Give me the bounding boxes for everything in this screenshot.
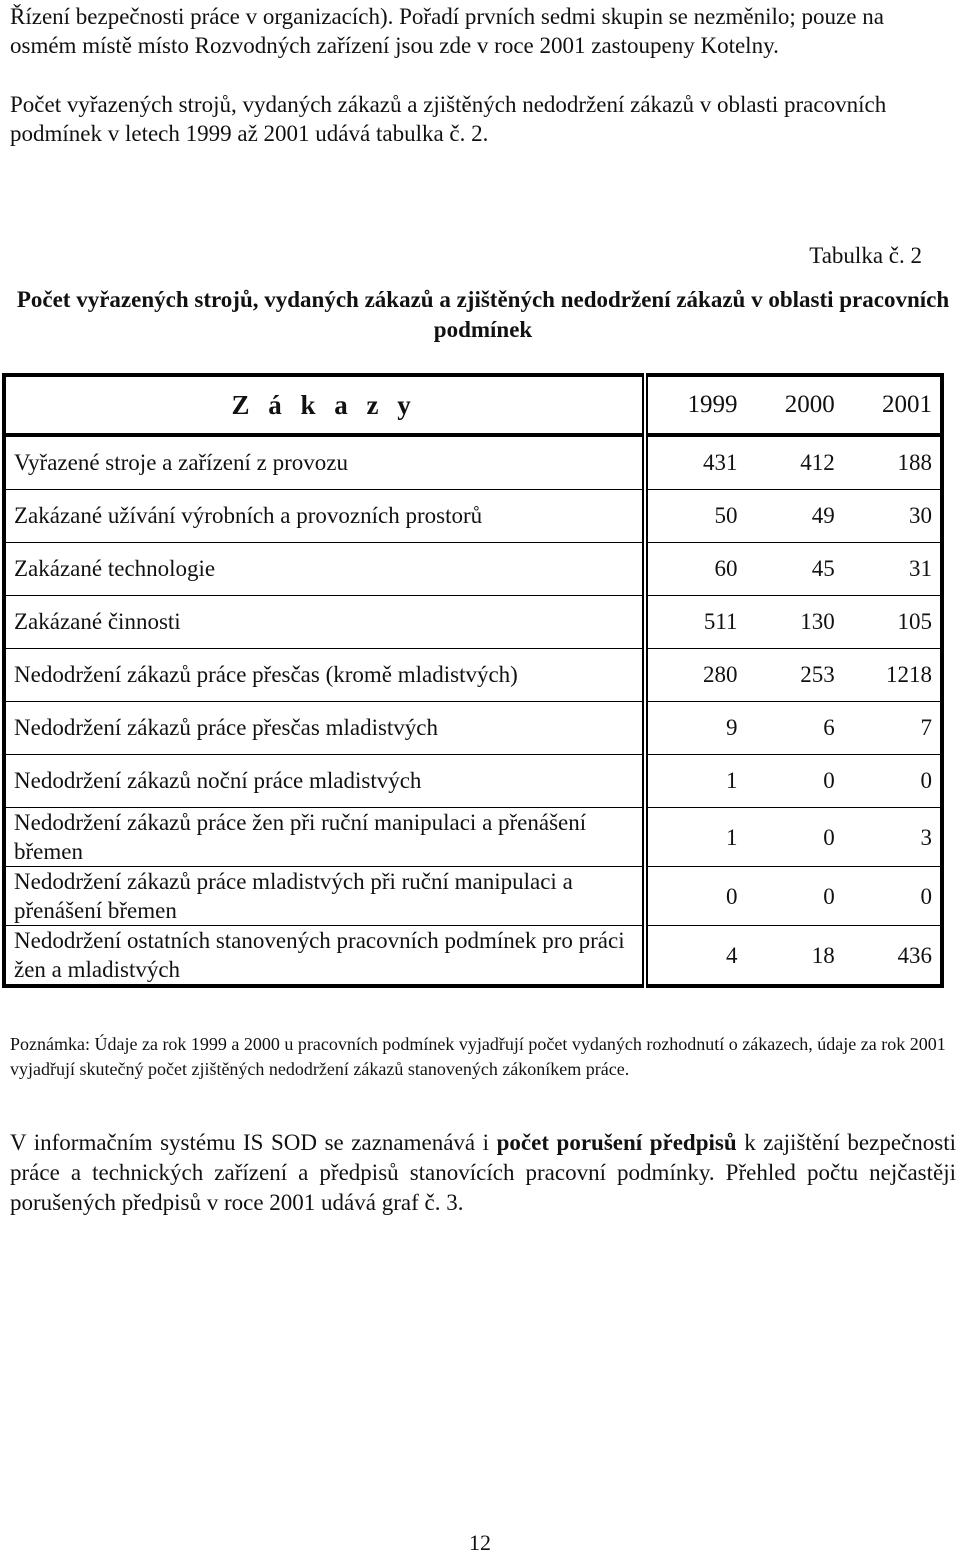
cell-2000: 0 xyxy=(745,808,842,867)
page-number: 12 xyxy=(469,1530,491,1555)
cell-2001: 30 xyxy=(843,490,942,543)
cell-1999: 1 xyxy=(645,808,745,867)
table-row xyxy=(4,702,942,755)
cell-2000: 6 xyxy=(745,702,842,755)
table-row xyxy=(4,543,942,596)
header-year-2000: 2000 xyxy=(745,375,842,435)
table-row xyxy=(4,926,942,987)
row-label: Nedodržení zákazů práce přesčas mladistvých xyxy=(4,702,645,755)
cell-2001: 436 xyxy=(843,926,942,987)
header-zakazy: Z á k a z y xyxy=(4,375,645,435)
cell-2000: 130 xyxy=(745,596,842,649)
intro-paragraph-1: Řízení bezpečnosti práce v organizacích). Pořadí prvních sedmi skupin se nezměnilo; pouze na osmém místě místo Rozvodných zařízení jsou zde v roce 2001 zastoupeny Kotelny. xyxy=(10,4,884,58)
row-label: Nedodržení zákazů noční práce mladistvých xyxy=(4,755,645,808)
cell-1999: 50 xyxy=(645,490,745,543)
header-year-1999: 1999 xyxy=(645,375,745,435)
cell-2001: 105 xyxy=(843,596,942,649)
intro-paragraph-2: Počet vyřazených strojů, vydaných zákazů a zjištěných nedodržení zákazů v oblasti pracovních podmínek v letech 1999 až 2001 udává tabulka č. 2. xyxy=(10,92,887,146)
cell-1999: 280 xyxy=(645,649,745,702)
cell-2001: 3 xyxy=(843,808,942,867)
cell-2000: 49 xyxy=(745,490,842,543)
table-note: Poznámka: Údaje za rok 1999 a 2000 u pracovních podmínek vyjadřují počet vydaných rozhodnutí o zákazech, údaje za rok 2001 vyjadřují skutečný počet zjištěných nedodržení zákazů stanovených zákoníkem práce. xyxy=(10,1034,946,1079)
table-row xyxy=(4,867,942,926)
cell-2000: 45 xyxy=(745,543,842,596)
row-label: Zakázané technologie xyxy=(4,543,645,596)
cell-2001: 7 xyxy=(843,702,942,755)
table-row xyxy=(4,808,942,867)
outro-text-before: V informačním systému IS SOD se zaznamenává i xyxy=(10,1130,497,1155)
row-label: Nedodržení zákazů práce mladistvých při ruční manipulaci a přenášení břemen xyxy=(4,867,645,926)
cell-2000: 0 xyxy=(745,867,842,926)
table-row xyxy=(4,755,942,808)
cell-2000: 18 xyxy=(745,926,842,987)
cell-2000: 412 xyxy=(800,450,835,475)
cell-2001: 31 xyxy=(843,543,942,596)
table-row xyxy=(4,649,942,702)
cell-2000: 253 xyxy=(745,649,842,702)
row-label: Nedodržení zákazů práce přesčas (kromě mladistvých) xyxy=(4,649,645,702)
outro-paragraph xyxy=(10,1128,956,1218)
prohibitions-table xyxy=(2,373,944,988)
row-label: Nedodržení ostatních stanovených pracovních podmínek pro práci žen a mladistvých xyxy=(4,926,645,987)
table-number-label: Tabulka č. 2 xyxy=(809,243,922,268)
cell-1999: 511 xyxy=(645,596,745,649)
cell-1999: 0 xyxy=(645,867,745,926)
table-row xyxy=(4,596,942,649)
table-row xyxy=(4,490,942,543)
cell-1999: 4 xyxy=(645,926,745,987)
cell-1999: 9 xyxy=(645,702,745,755)
cell-1999: 431 xyxy=(702,450,738,475)
row-label: Zakázané činnosti xyxy=(4,596,645,649)
table-row xyxy=(4,435,942,490)
cell-1999: 1 xyxy=(645,755,745,808)
row-label: Nedodržení zákazů práce žen při ruční manipulaci a přenášení břemen xyxy=(4,808,645,867)
outro-bold-text: počet porušení předpisů xyxy=(496,1130,737,1155)
cell-2000: 0 xyxy=(745,755,842,808)
cell-2001: 1218 xyxy=(843,649,942,702)
table-title: Počet vyřazených strojů, vydaných zákazů a zjištěných nedodržení zákazů v oblasti pracovních podmínek xyxy=(16,287,950,342)
row-label: Zakázané užívání výrobních a provozních prostorů xyxy=(4,490,645,543)
cell-2001: 0 xyxy=(843,755,942,808)
cell-1999: 60 xyxy=(645,543,745,596)
cell-2001: 188 xyxy=(897,450,932,475)
header-year-2001: 2001 xyxy=(843,375,942,435)
row-label: Vyřazené stroje a zařízení z provozu xyxy=(4,435,645,490)
outro-text-after: k zajištění bezpečnosti práce a technických zařízení a předpisů stanovících pracovní podmínky. Přehled počtu nejčastěji porušených předpisů v roce 2001 udává graf č. 3. xyxy=(10,1130,956,1215)
table-header-row xyxy=(4,375,942,435)
cell-2001: 0 xyxy=(843,867,942,926)
